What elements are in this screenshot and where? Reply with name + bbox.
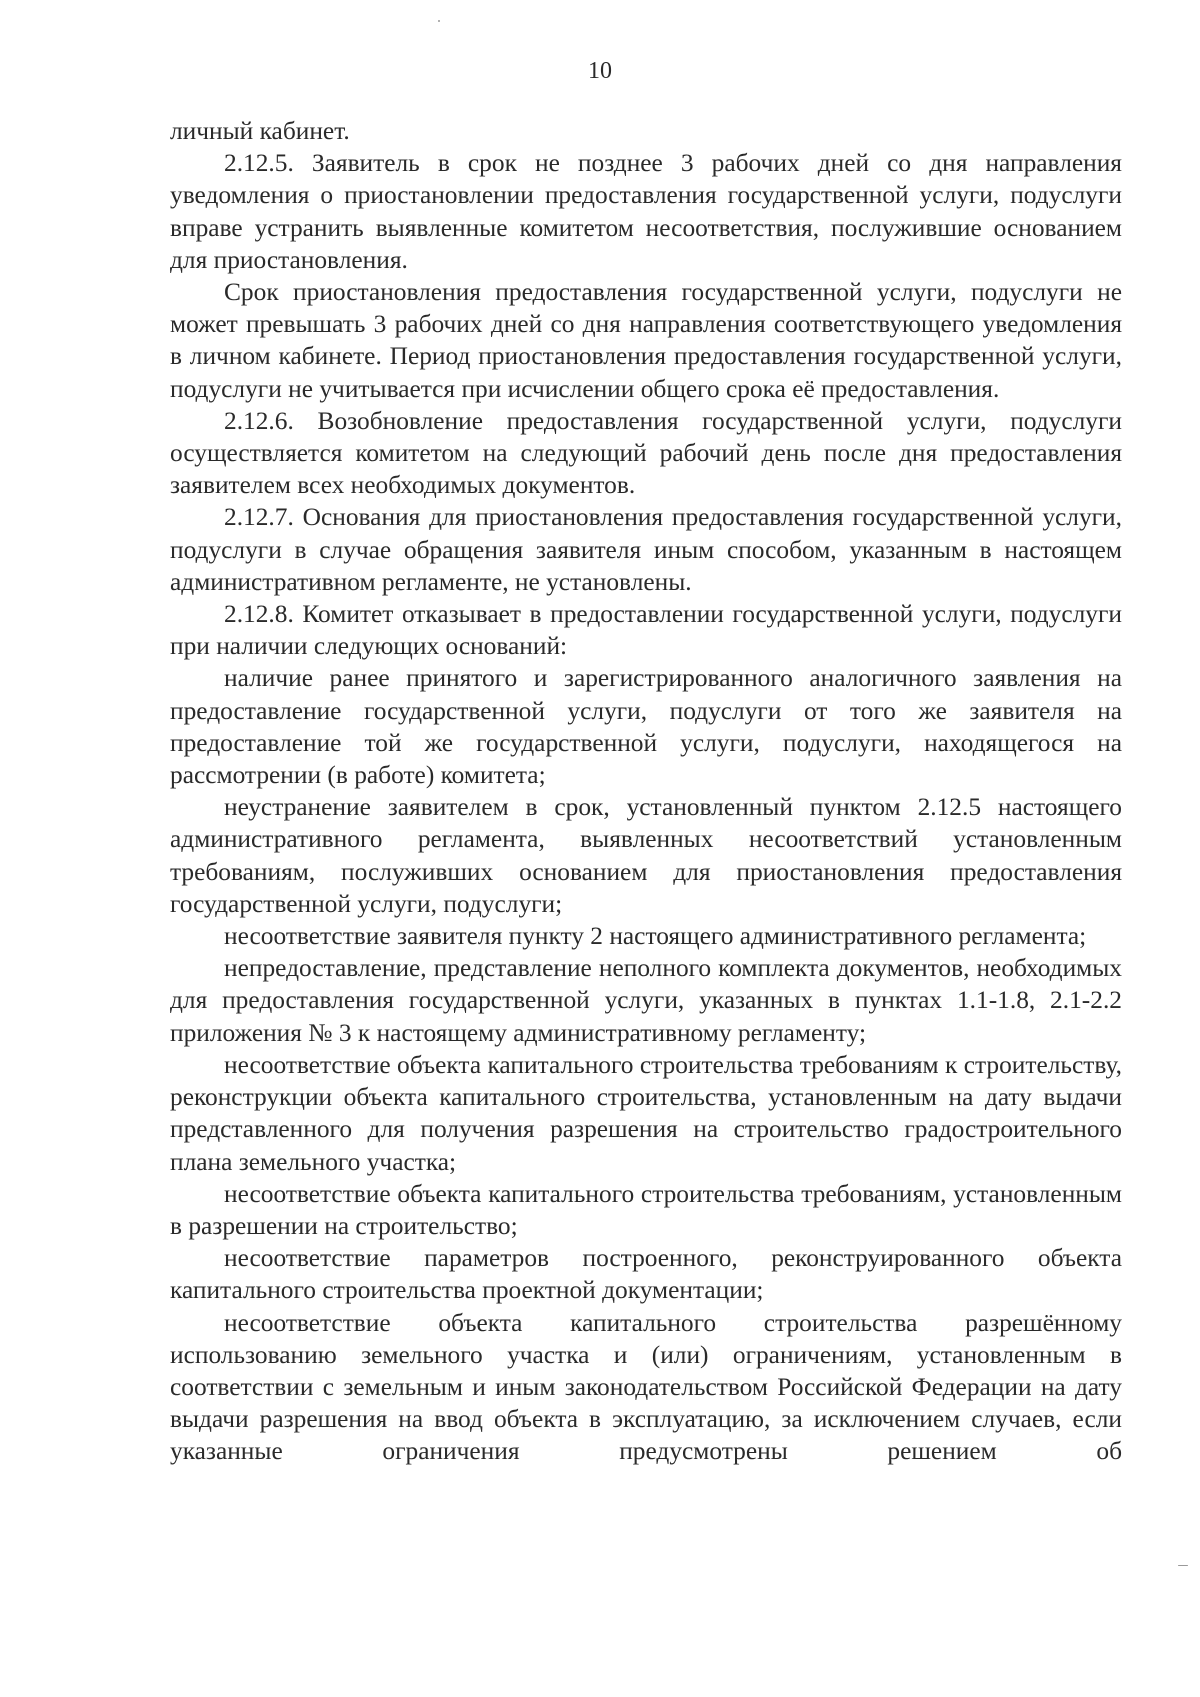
paragraph-suspension-term: Срок приостановления предоставления государственной услуги, подуслуги не может превышать 3 рабочих дней со дня направления соответствующего уведомления в личном кабинете. Период приостановления предоставления государственной услуги, подуслуги не учитывается при исчислении общего срока её предоставления. [170, 278, 1122, 403]
refusal-ground-construction-requirements: несоответствие объекта капитального строительства требованиям к строительству, реконструкции объекта капитального строительства, установленным на дату выдачи представленного для получения разрешения на строительство градостроительного плана земельного участка; [170, 1050, 1122, 1176]
refusal-ground-permit-requirements: несоответствие объекта капитального строительства требованиям, установленным в разрешении на строительство; [170, 1179, 1122, 1240]
paragraph-continuation: личный кабинет. [170, 117, 350, 145]
refusal-ground-design-documentation: несоответствие параметров построенного, реконструированного объекта капитального строительства проектной документации; [170, 1244, 1122, 1305]
paragraph-2-12-7: 2.12.7. Основания для приостановления предоставления государственной услуги, подуслуги в случае обращения заявителя иным способом, указанным в настоящем административном регламенте, не установлены. [170, 503, 1122, 596]
refusal-ground-permitted-use: несоответствие объекта капитального строительства разрешённому использованию земельного участка и (или) ограничениям, установленным в соответствии с земельным и иным законодательством Российской Федерации на дату выдачи разрешения на ввод объекта в эксплуатацию, за исключением случаев, если указанные ограничения предусмотрены решением об [170, 1308, 1122, 1466]
paragraph-2-12-8: 2.12.8. Комитет отказывает в предоставлении государственной услуги, подуслуги при наличии следующих оснований: [170, 600, 1122, 661]
refusal-ground-duplicate-application: наличие ранее принятого и зарегистрированного аналогичного заявления на предоставление государственной услуги, подуслуги от того же заявителя на предоставление той же государственной услуги, подуслуги, находящегося на рассмотрении (в работе) комитета; [170, 664, 1122, 790]
paragraph-2-12-5: 2.12.5. Заявитель в срок не позднее 3 рабочих дней со дня направления уведомления о приостановлении предоставления государственной услуги, подуслуги вправе устранить выявленные комитетом несоответствия, послужившие основанием для приостановления. [170, 149, 1122, 274]
refusal-ground-unremedied-nonconformity: неустранение заявителем в срок, установленный пунктом 2.12.5 настоящего административного регламента, выявленных несоответствий установленным требованиям, послуживших основанием для приостановления предоставления государственной услуги, подуслуги; [170, 793, 1122, 918]
refusal-ground-incomplete-documents: непредоставление, представление неполного комплекта документов, необходимых для предоставления государственной услуги, указанных в пунктах 1.1-1.8, 2.1-2.2 приложения № 3 к настоящему административному регламенту; [170, 954, 1122, 1047]
page-number: 10 [588, 58, 612, 84]
paragraph-2-12-6: 2.12.6. Возобновление предоставления государственной услуги, подуслуги осуществляется комитетом на следующий рабочий день после дня предоставления заявителем всех необходимых документов. [170, 406, 1122, 500]
document-body [170, 115, 1122, 1468]
scan-speck [1178, 1565, 1188, 1566]
refusal-ground-applicant-nonconformity: несоответствие заявителя пункту 2 настоящего административного регламента; [224, 922, 1087, 951]
scan-speck [438, 20, 440, 22]
